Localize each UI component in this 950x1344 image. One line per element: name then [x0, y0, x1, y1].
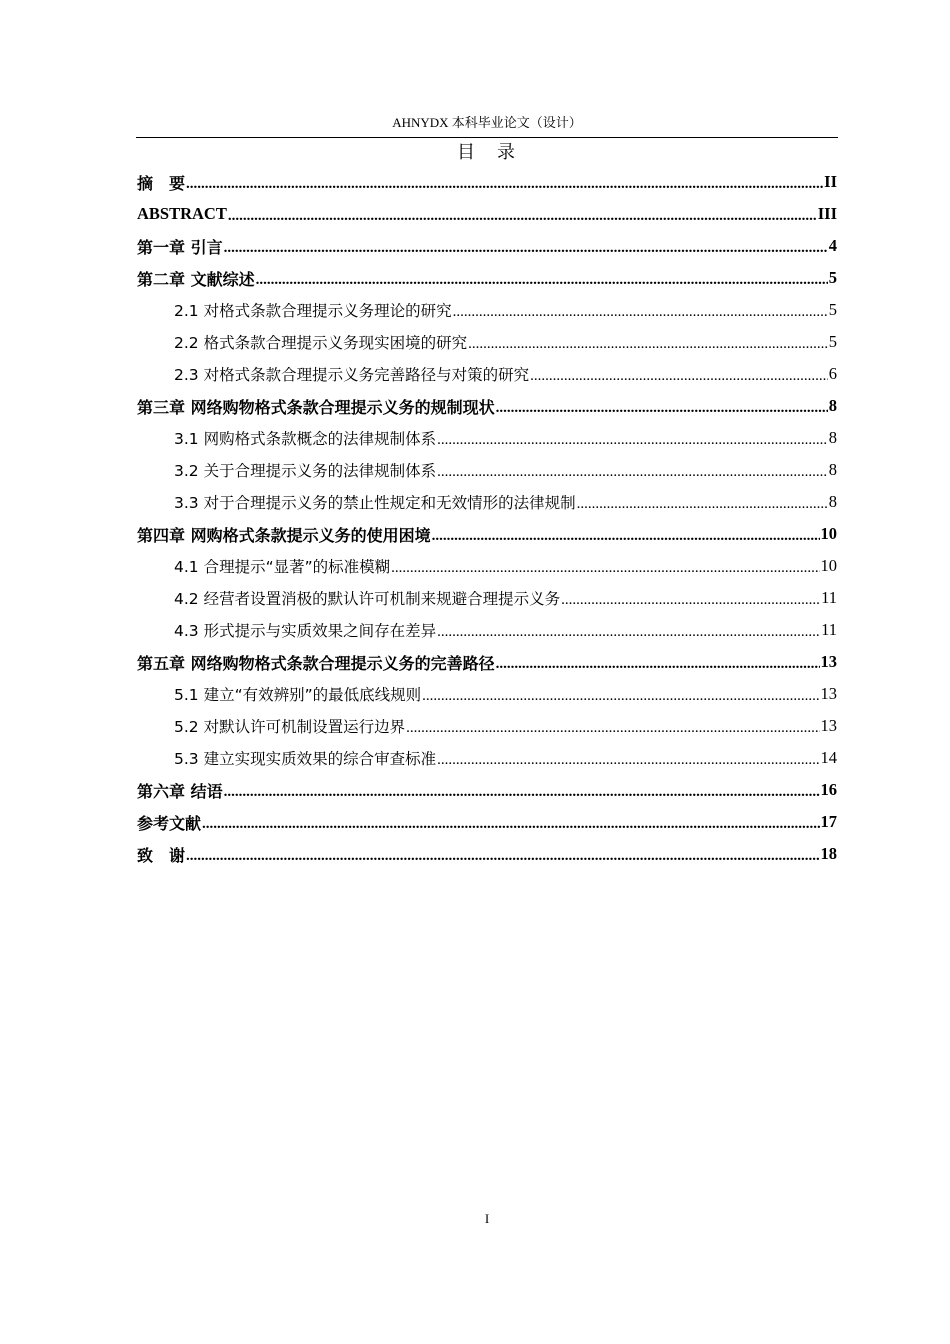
toc-entry-label: 4.2 经营者设置消极的默认许可机制来规避合理提示义务	[174, 590, 561, 608]
toc-dot-leader	[496, 653, 820, 669]
toc-entry-label: 致 谢	[137, 845, 186, 865]
toc-entry-page-number: 11	[821, 620, 837, 639]
toc-entry-label: 3.1 网购格式条款概念的法律规制体系	[174, 430, 437, 448]
toc-entry[interactable]	[137, 710, 837, 742]
toc-entry[interactable]	[137, 678, 837, 710]
running-header: AHNYDX 本科毕业论文（设计）	[392, 115, 582, 130]
toc-entry-page-number: 8	[828, 396, 837, 415]
toc-entry-page-number: 11	[821, 588, 837, 607]
toc-entry[interactable]	[137, 838, 837, 870]
toc-entry-page-number: 18	[820, 844, 837, 863]
toc-entry-label: 2.2 格式条款合理提示义务现实困境的研究	[174, 334, 468, 352]
toc-dot-leader	[496, 397, 828, 413]
toc-entry-label: 第一章 引言	[137, 237, 223, 257]
toc-entry-label: 5.3 建立实现实质效果的综合审查标准	[174, 750, 437, 768]
toc-dot-leader	[202, 813, 819, 829]
toc-entry[interactable]	[137, 646, 837, 678]
toc-entry-label: 第二章 文献综述	[137, 269, 255, 289]
toc-entry-page-number: 8	[828, 460, 837, 479]
toc-entry[interactable]	[137, 582, 837, 614]
toc-entry[interactable]	[137, 198, 837, 230]
toc-entry-label: 2.3 对格式条款合理提示义务完善路径与对策的研究	[174, 366, 530, 384]
toc-entry-label: 2.1 对格式条款合理提示义务理论的研究	[174, 302, 452, 320]
toc-dot-leader	[437, 750, 819, 766]
toc-title: 目 录	[457, 142, 517, 162]
toc-dot-leader	[530, 366, 828, 382]
toc-entry[interactable]	[137, 550, 837, 582]
toc-dot-leader	[432, 525, 820, 541]
toc-entry[interactable]	[137, 166, 837, 198]
toc-entry[interactable]	[137, 262, 837, 294]
toc-dot-leader	[561, 590, 820, 606]
toc-entry-page-number: 13	[820, 652, 837, 671]
toc-entry-label: 3.3 对于合理提示义务的禁止性规定和无效情形的法律规制	[174, 494, 576, 512]
toc-entry[interactable]	[137, 614, 837, 646]
toc-entry-page-number: 14	[820, 748, 837, 767]
toc-dot-leader	[186, 173, 823, 189]
toc-entry-page-number: 4	[828, 236, 837, 255]
toc-entry-page-number: 13	[820, 716, 837, 735]
toc-dot-leader	[391, 558, 819, 574]
toc-entry[interactable]	[137, 742, 837, 774]
toc-entry-page-number: 17	[820, 812, 837, 831]
toc-entry-label: 第六章 结语	[137, 781, 223, 801]
toc-entry-label: 第四章 网购格式条款提示义务的使用困境	[137, 525, 431, 545]
toc-entry[interactable]	[137, 230, 837, 262]
toc-dot-leader	[437, 462, 828, 478]
toc-entry[interactable]	[137, 806, 837, 838]
toc-entry-label: 3.2 关于合理提示义务的法律规制体系	[174, 462, 437, 480]
toc-dot-leader	[186, 845, 819, 861]
toc-dot-leader	[422, 686, 819, 702]
toc-dot-leader	[468, 334, 828, 350]
toc-dot-leader	[437, 622, 820, 638]
toc-entry[interactable]	[137, 358, 837, 390]
toc-entry-label: 摘 要	[137, 173, 186, 193]
toc-entry-page-number: 8	[828, 428, 837, 447]
toc-entry-page-number: 6	[828, 364, 837, 383]
toc-dot-leader	[224, 237, 828, 253]
toc-entry[interactable]	[137, 486, 837, 518]
toc-entry[interactable]	[137, 294, 837, 326]
toc-entry-label: 第五章 网络购物格式条款合理提示义务的完善路径	[137, 653, 495, 673]
toc-entry-page-number: 13	[820, 684, 837, 703]
toc-entry[interactable]	[137, 390, 837, 422]
toc-entry-page-number: II	[824, 172, 837, 191]
toc-entry-label: ABSTRACT	[137, 204, 227, 223]
toc-entry-page-number: 10	[820, 524, 837, 543]
toc-entry[interactable]	[137, 422, 837, 454]
toc-dot-leader	[453, 302, 828, 318]
toc-dot-leader	[406, 718, 819, 734]
toc-entry-label: 4.1 合理提示“显著”的标准模糊	[174, 558, 391, 576]
table-of-contents	[137, 166, 837, 870]
toc-dot-leader	[224, 781, 820, 797]
toc-entry[interactable]	[137, 454, 837, 486]
toc-entry-label: 第三章 网络购物格式条款合理提示义务的规制现状	[137, 397, 495, 417]
toc-entry-page-number: III	[817, 204, 837, 223]
toc-entry[interactable]	[137, 774, 837, 806]
toc-dot-leader	[256, 269, 828, 285]
toc-entry-page-number: 8	[828, 492, 837, 511]
header-rule	[136, 137, 838, 138]
toc-entry-label: 4.3 形式提示与实质效果之间存在差异	[174, 622, 437, 640]
toc-entry-label: 参考文献	[137, 813, 202, 833]
page-number: I	[484, 1211, 490, 1226]
toc-entry-label: 5.1 建立“有效辨别”的最低底线规则	[174, 686, 422, 704]
toc-dot-leader	[228, 205, 817, 221]
toc-entry-page-number: 5	[828, 268, 837, 287]
toc-entry-page-number: 10	[820, 556, 837, 575]
toc-entry-page-number: 5	[828, 332, 837, 351]
toc-entry-page-number: 5	[828, 300, 837, 319]
toc-dot-leader	[577, 494, 828, 510]
toc-entry-label: 5.2 对默认许可机制设置运行边界	[174, 718, 406, 736]
toc-dot-leader	[437, 430, 828, 446]
toc-entry[interactable]	[137, 518, 837, 550]
toc-entry[interactable]	[137, 326, 837, 358]
toc-entry-page-number: 16	[820, 780, 837, 799]
